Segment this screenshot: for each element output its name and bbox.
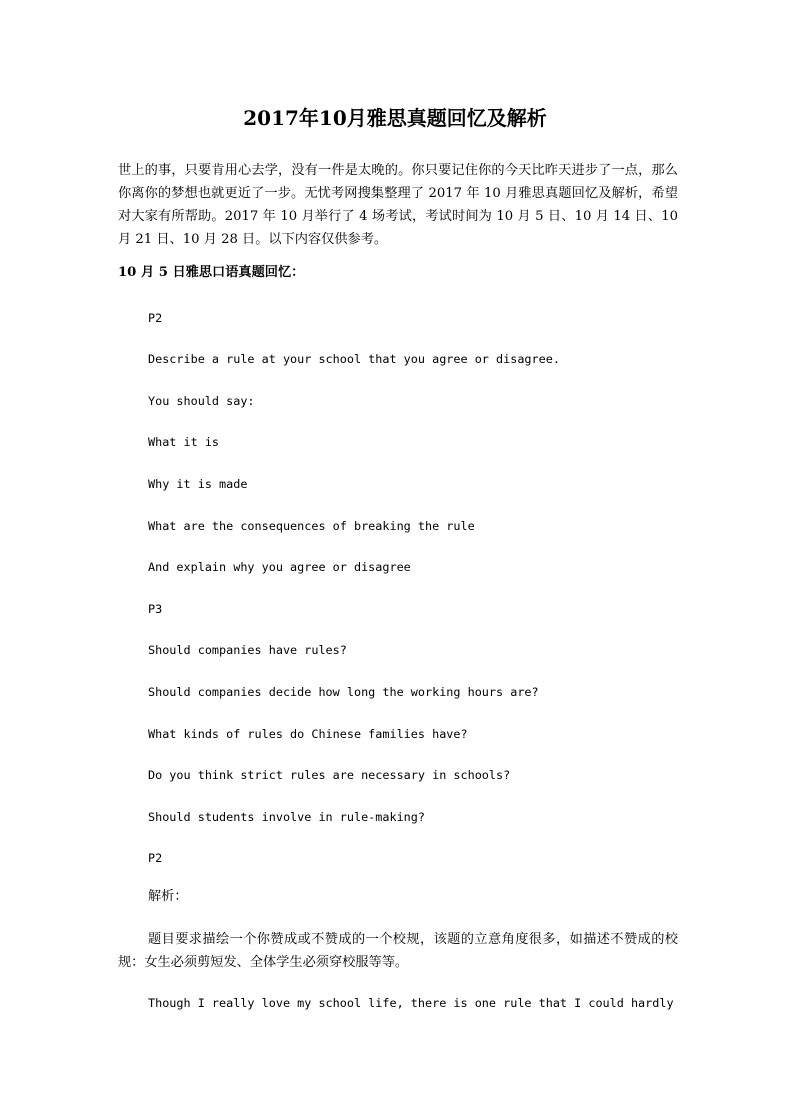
cue-item: What are the consequences of breaking the rule xyxy=(148,519,475,533)
part3-question: Should students involve in rule-making? xyxy=(148,810,425,824)
part2-prompt: Describe a rule at your school that you agree or disagree. xyxy=(148,352,560,366)
part3-question: What kinds of rules do Chinese families have? xyxy=(148,727,468,741)
part3-question: Should companies decide how long the working hours are? xyxy=(148,685,539,699)
document-title: 2017年10月雅思真题回忆及解析 xyxy=(243,106,547,130)
section-heading: 10 月 5 日雅思口语真题回忆： xyxy=(118,265,305,280)
analysis-label: 解析： xyxy=(148,889,188,904)
part2-label-again: P2 xyxy=(148,851,163,865)
you-should-say: You should say: xyxy=(148,394,255,408)
part3-question: Should companies have rules? xyxy=(148,643,347,657)
part3-label: P3 xyxy=(148,602,163,616)
sample-answer-line: Though I really love my school life, there is one rule that I could hardly xyxy=(148,996,674,1010)
part2-label: P2 xyxy=(148,311,163,325)
part3-question: Do you think strict rules are necessary in schools? xyxy=(148,768,511,782)
cue-item: Why it is made xyxy=(148,477,248,491)
cue-item: What it is xyxy=(148,435,220,449)
cue-item: And explain why you agree or disagree xyxy=(148,560,411,574)
analysis-paragraph: 题目要求描绘一个你赞成或不赞成的一个校规，该题的立意角度很多，如描述不赞成的校规：女生必须剪短发、全体学生必须穿校服等等。 xyxy=(118,932,678,970)
intro-paragraph: 世上的事，只要肯用心去学，没有一件是太晚的。你只要记住你的今天比昨天进步了一点，那么你离你的梦想也就更近了一步。无忧考网搜集整理了 2017 年 10 月雅思真题回忆及解析，希望对大家有所帮助。2017 年 10 月举行了 4 场考试，考试时间为 10 月 5 日、10 月 14 日、10 月 21 日、10 月 28 日。以下内容仅供参考。 xyxy=(118,163,678,247)
